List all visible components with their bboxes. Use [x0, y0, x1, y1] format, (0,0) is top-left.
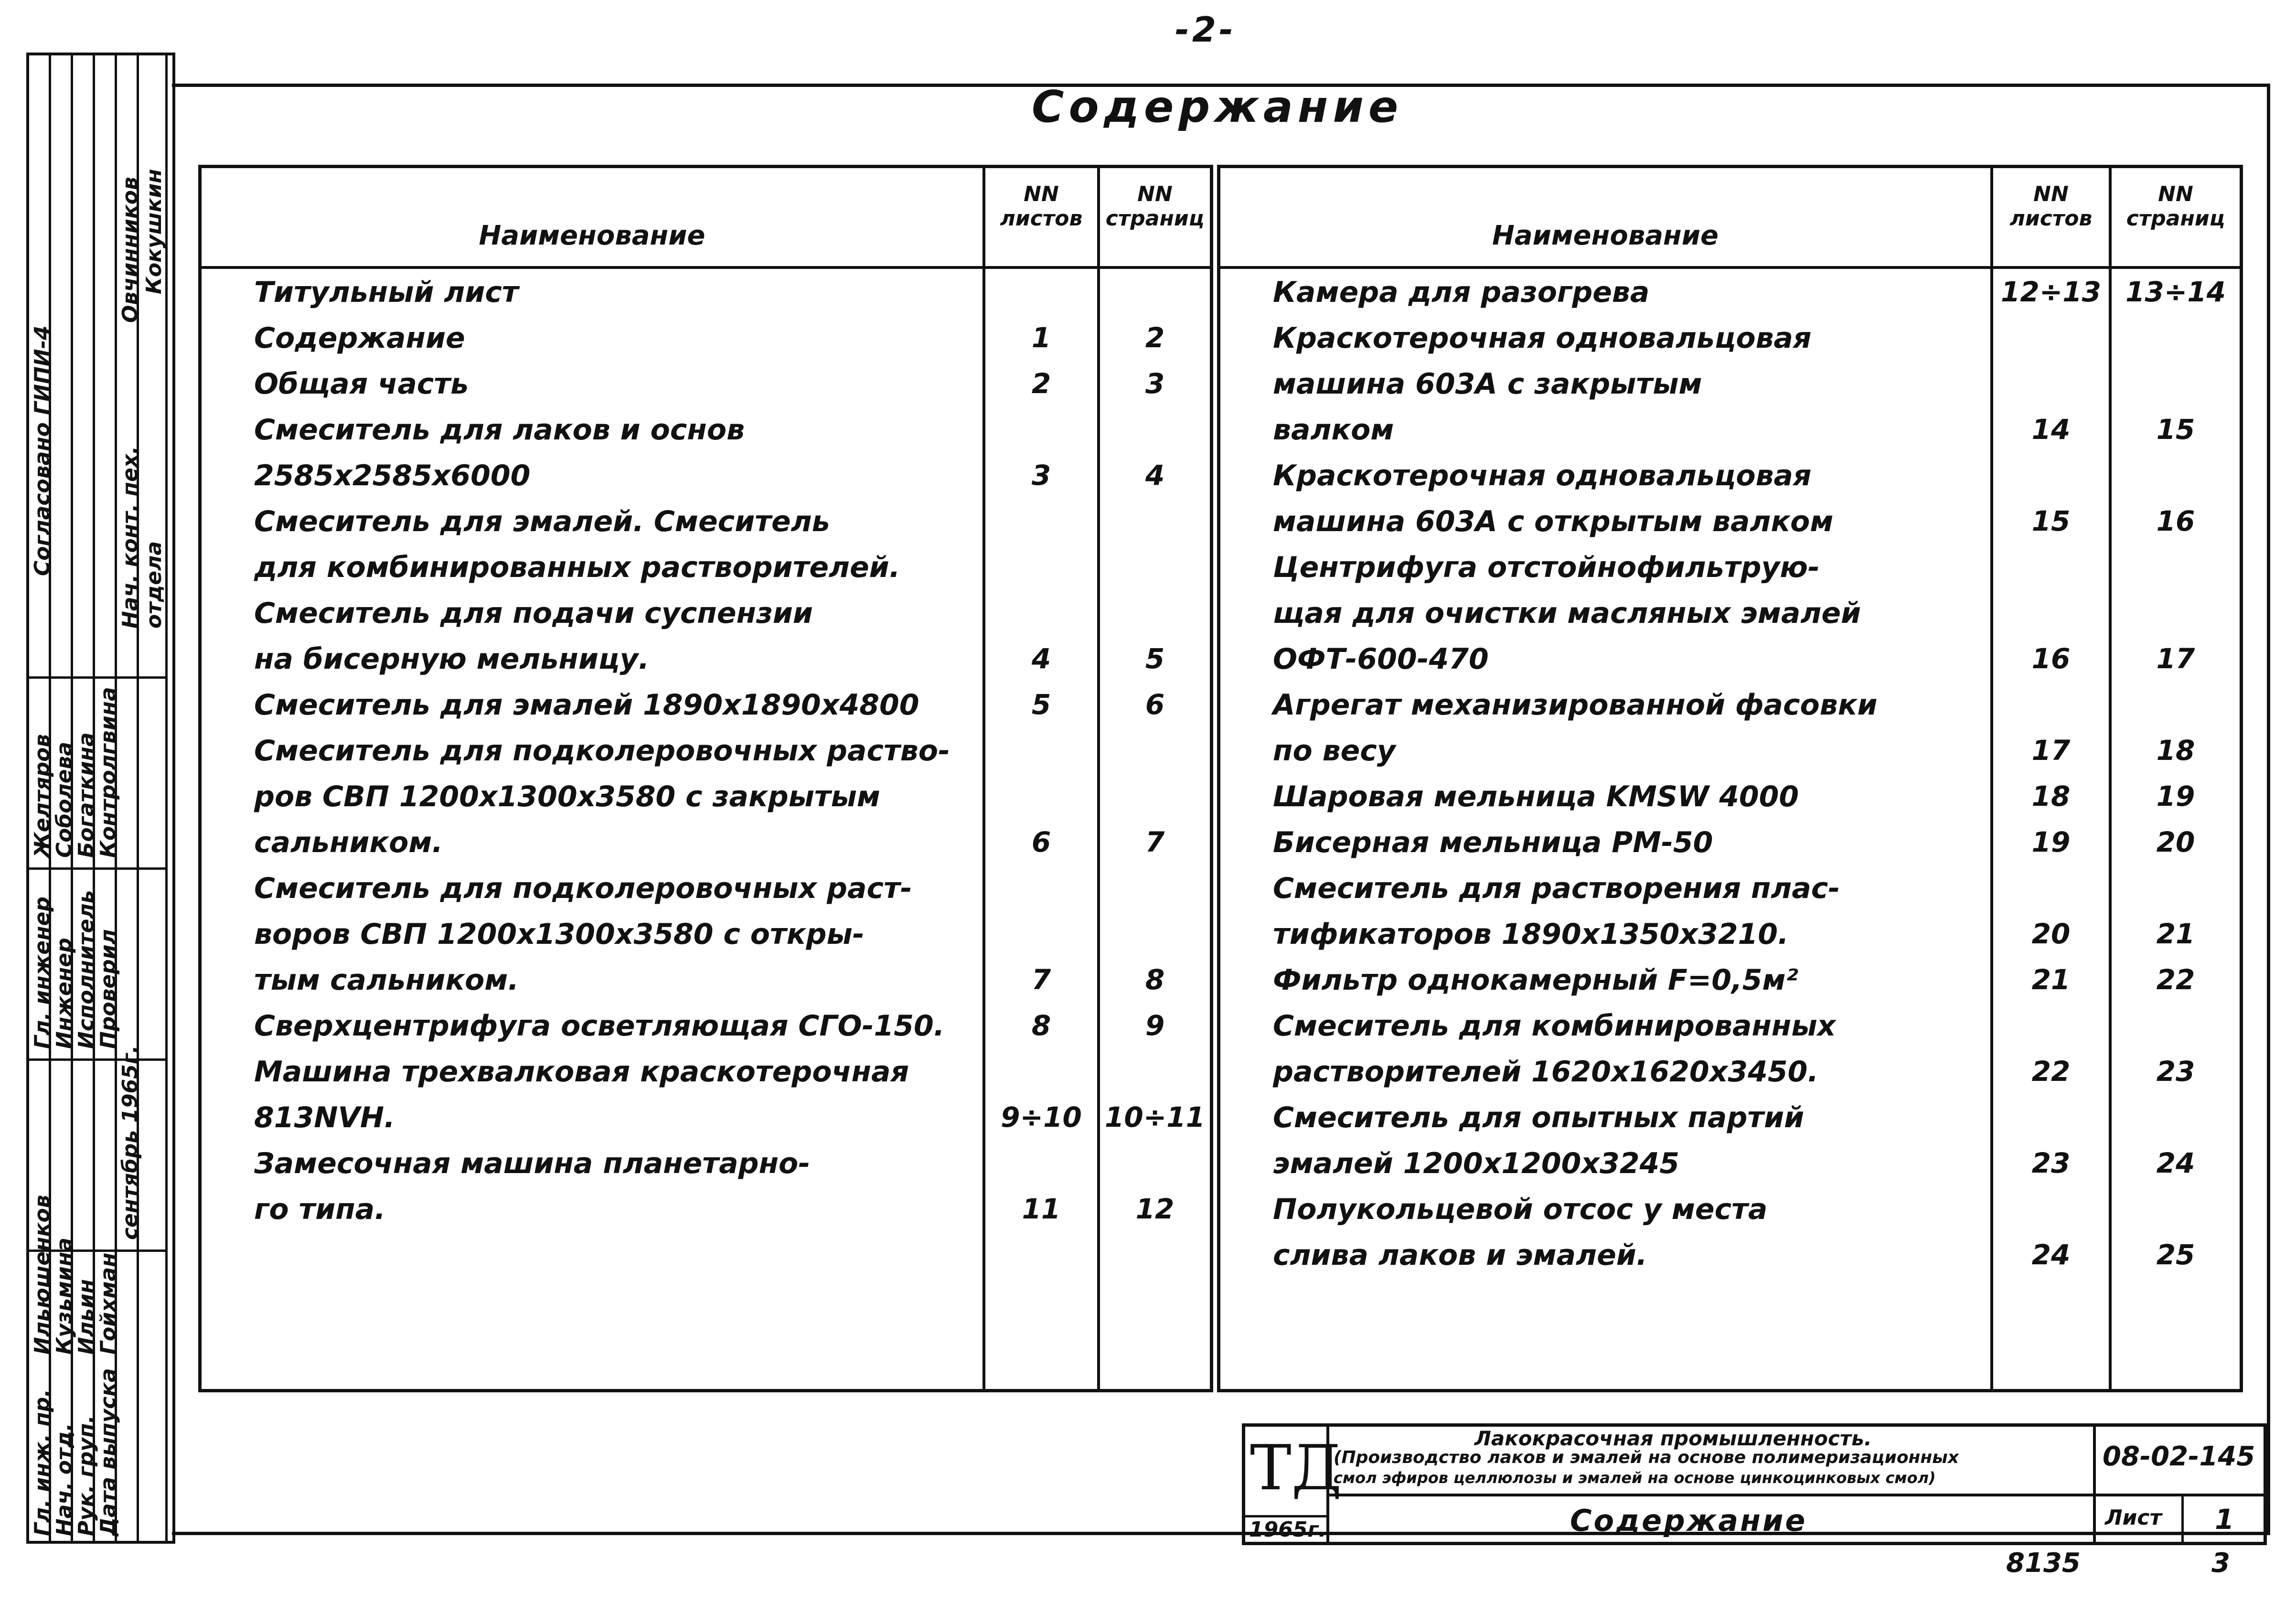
contents-entry: Камера для разогрева [1273, 276, 1650, 309]
contents-entry: Машина трехвалковая краскотерочная [254, 1055, 909, 1089]
stamp-text: Дата выпуска [96, 1368, 120, 1536]
header-pages: NN страниц [1105, 182, 1205, 231]
sheet-number: 20 [2031, 918, 2071, 950]
stamp-text: Соболева [52, 741, 76, 858]
contents-entry: го типа. [254, 1193, 386, 1226]
contents-entry: Смеситель для эмалей. Смеситель [254, 505, 830, 538]
tb-year: 1965г. [1249, 1517, 1327, 1542]
sheet-number: 7 [1031, 963, 1051, 996]
page-number-cell: 23 [2156, 1055, 2195, 1088]
stamp-text: Нач. отд. [52, 1423, 76, 1536]
stamp-text: Рук. груп. [74, 1415, 98, 1536]
stamp-text: Желтяров [30, 734, 54, 858]
sheet-number: 23 [2031, 1147, 2071, 1179]
header-name: Наименование [479, 220, 705, 251]
contents-entry: щая для очистки масляных эмалей [1273, 597, 1861, 630]
page-number-cell: 17 [2156, 642, 2195, 675]
stamp-text: Контролгвина [96, 687, 120, 858]
title-block [1242, 1423, 2267, 1545]
page-number-cell: 12 [1135, 1193, 1175, 1225]
stamp-text: Ильюшенков [30, 1195, 54, 1355]
stamp-text: Гл. инженер [30, 897, 54, 1049]
header-name: Наименование [1492, 220, 1719, 251]
contents-entry: Смеситель для комбинированных [1273, 1009, 1836, 1043]
contents-entry: растворителей 1620x1620x3450. [1273, 1055, 1819, 1089]
contents-entry: воров СВП 1200x1300x3580 с откры- [254, 918, 865, 951]
stamp-text: Кокушкин [142, 169, 166, 294]
page-title: Содержание [1032, 81, 1403, 132]
sheet-number: 19 [2031, 826, 2071, 858]
sheet-number: 16 [2031, 642, 2071, 675]
sheet-number: 18 [2031, 780, 2071, 812]
page-number-cell: 25 [2156, 1239, 2195, 1271]
approval-stamp [26, 53, 175, 1544]
page-number-cell: 5 [1145, 642, 1165, 675]
stamp-text: Согласовано ГИПИ-4 [30, 325, 54, 576]
contents-entry: Шаровая мельница KMSW 4000 [1273, 780, 1799, 813]
contents-entry: ров СВП 1200x1300x3580 с закрытым [254, 780, 880, 813]
contents-entry: Полукольцевой отсос у места [1273, 1193, 1768, 1226]
sheet-number: 14 [2031, 413, 2071, 446]
contents-entry: Фильтр однокамерный F=0,5м² [1273, 963, 1798, 997]
sheet-number: 2 [1031, 367, 1051, 400]
page-number-cell: 10÷11 [1104, 1101, 1206, 1133]
contents-entry: машина 603А с открытым валком [1273, 505, 1834, 538]
sheet-number: 1 [1031, 321, 1051, 354]
page-number-cell: 20 [2156, 826, 2195, 858]
page-number: -2- [1175, 10, 1236, 50]
header-sheets: NN листов [2009, 182, 2093, 231]
page-number-cell: 4 [1145, 459, 1165, 491]
tb-sheet-value: 1 [2215, 1503, 2234, 1536]
stamp-text: Проверил [96, 929, 120, 1049]
contents-entry: Смеситель для растворения плас- [1273, 872, 1840, 905]
contents-entry: на бисерную мельницу. [254, 642, 650, 676]
contents-table-right [1217, 165, 2243, 1392]
page-number-cell: 19 [2156, 780, 2195, 812]
sheet-number: 24 [2031, 1239, 2071, 1271]
sheet-number: 11 [1022, 1193, 1061, 1225]
stamp-text: Гойхман [96, 1252, 120, 1355]
td-mark: ТД [1250, 1431, 1342, 1504]
contents-entry: Смеситель для подачи суспензии [254, 597, 813, 630]
contents-entry: Краскотерочная одновальцовая [1273, 321, 1812, 355]
contents-entry: тым сальником. [254, 963, 519, 997]
header-pages: NN страниц [2126, 182, 2225, 231]
stamp-date: сентябрь 1965г. [118, 1045, 142, 1240]
footer-number-right: 3 [2211, 1548, 2230, 1579]
contents-entry: Бисерная мельница РМ-50 [1273, 826, 1713, 859]
contents-entry: Смеситель для лаков и основ [254, 413, 745, 447]
page-number-cell: 22 [2156, 963, 2195, 996]
tb-code: 08-02-145 [2103, 1441, 2255, 1472]
page-number-cell: 13÷14 [2125, 276, 2226, 308]
contents-entry: 2585x2585x6000 [254, 459, 531, 492]
page-number-cell: 9 [1145, 1009, 1165, 1042]
contents-entry: машина 603А с закрытым [1273, 367, 1702, 401]
stamp-text: Богаткина [74, 732, 98, 858]
contents-entry: Смеситель для подколеровочных раст- [254, 872, 912, 905]
stamp-text: Ильин [74, 1279, 98, 1355]
contents-entry: Содержание [254, 321, 465, 355]
contents-entry: Смеситель для подколеровочных раство- [254, 734, 950, 768]
page-number-cell: 16 [2156, 505, 2195, 537]
sheet-number: 8 [1031, 1009, 1051, 1042]
contents-entry: 813NVH. [254, 1101, 395, 1134]
contents-entry: Титульный лист [254, 276, 519, 309]
sheet-number: 3 [1031, 459, 1051, 491]
page-number-cell: 2 [1145, 321, 1165, 354]
tb-line2: (Производство лаков и эмалей на основе полимеризационных [1334, 1448, 1959, 1467]
contents-entry: сальником. [254, 826, 443, 859]
header-sheets: NN листов [1000, 182, 1083, 231]
page-number-cell: 15 [2156, 413, 2195, 446]
tb-line1: Лакокрасочная промышленность. [1474, 1427, 1872, 1450]
sheet-number: 6 [1031, 826, 1051, 858]
sheet-number: 17 [2031, 734, 2071, 767]
sheet-number: 22 [2031, 1055, 2071, 1088]
sheet-number: 5 [1031, 688, 1051, 721]
contents-entry: эмалей 1200x1200x3245 [1273, 1147, 1680, 1180]
sheet-number: 9÷10 [1001, 1101, 1082, 1133]
sheet-number: 12÷13 [2000, 276, 2102, 308]
stamp-text: Овчинников [118, 177, 142, 323]
stamp-text: Исполнитель [74, 890, 98, 1049]
contents-entry: ОФТ-600-470 [1273, 642, 1489, 676]
page-number-cell: 3 [1145, 367, 1165, 400]
stamp-text: Нач. конт. пех. [118, 446, 142, 629]
page-number-cell: 21 [2156, 918, 2195, 950]
page-number-cell: 8 [1145, 963, 1165, 996]
page-number-cell: 18 [2156, 734, 2195, 767]
contents-entry: Центрифуга отстойнофильтрую- [1273, 551, 1820, 584]
contents-entry: тификаторов 1890x1350x3210. [1273, 918, 1789, 951]
tb-line3: смол эфиров целлюлозы и эмалей на основе цинкоцинковых смол) [1334, 1469, 1936, 1487]
sheet-number: 21 [2031, 963, 2071, 996]
stamp-text: Кузьмина [52, 1238, 76, 1355]
page-number-cell: 7 [1145, 826, 1165, 858]
contents-entry: Агрегат механизированной фасовки [1273, 688, 1878, 722]
contents-entry: для комбинированных растворителей. [254, 551, 900, 584]
sheet-number: 15 [2031, 505, 2071, 537]
contents-entry: Общая часть [254, 367, 469, 401]
contents-entry: Смеситель для эмалей 1890x1890x4800 [254, 688, 919, 722]
contents-entry: валком [1273, 413, 1394, 447]
page-number-cell: 6 [1145, 688, 1165, 721]
sheet-number: 4 [1031, 642, 1051, 675]
footer-number-left: 8135 [2006, 1548, 2081, 1579]
page-number-cell: 24 [2156, 1147, 2195, 1179]
stamp-text: отдела [142, 541, 166, 629]
contents-entry: по весу [1273, 734, 1396, 768]
contents-entry: Смеситель для опытных партий [1273, 1101, 1805, 1134]
contents-entry: Сверхцентрифуга осветляющая СГО-150. [254, 1009, 945, 1043]
contents-entry: Краскотерочная одновальцовая [1273, 459, 1812, 492]
contents-entry: слива лаков и эмалей. [1273, 1239, 1647, 1272]
tb-sheet-label: Лист [2105, 1506, 2162, 1530]
contents-table-left [198, 165, 1213, 1392]
stamp-text: Гл. инж. пр. [30, 1389, 54, 1536]
contents-entry: Замесочная машина планетарно- [254, 1147, 811, 1180]
tb-name: Содержание [1570, 1503, 1807, 1538]
stamp-text: Инженер [52, 938, 76, 1049]
